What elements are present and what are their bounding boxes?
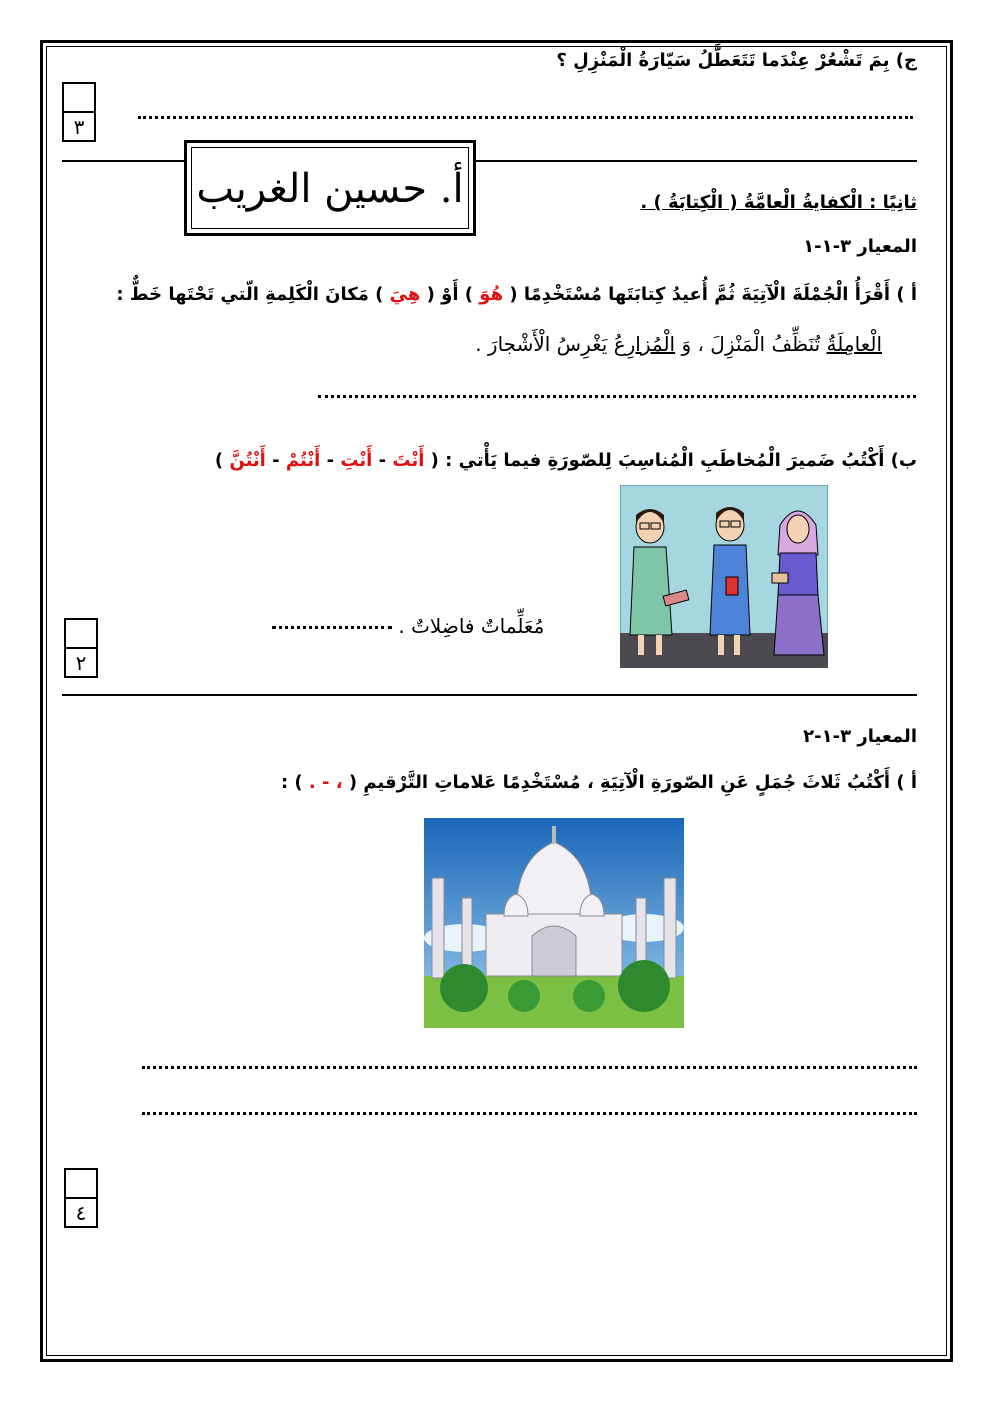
section-two-heading: ثانِيًا : الْكفايةُ الْعامَّةُ ( الْكِتابَةُ ) .	[640, 192, 917, 213]
qa-start: أ ) أَقْرَأُ الْجُمْلَةَ الْآتِيَةَ ثُمَّ أُعيدُ كِتابَتَها مُسْتَخْدِمًا (	[509, 284, 917, 305]
score-box-a2	[64, 1168, 98, 1228]
answer-line-2	[142, 1112, 917, 1115]
pronoun-3: أَنْتُمْ	[285, 450, 321, 471]
score-value: ٣	[73, 115, 85, 139]
teachers-illustration	[620, 485, 828, 668]
teacher-name: أ. حسين الغريب	[191, 147, 469, 229]
sentence-part-2: يَغْرِسُ الْأَشْجارَ .	[475, 332, 608, 356]
pronoun-4: أَنْتُنَّ	[229, 450, 266, 471]
sentence	[475, 332, 882, 356]
sep-2: -	[326, 450, 335, 471]
divider-2	[62, 694, 917, 696]
score-box-c	[62, 82, 96, 142]
underlined-word-1: الْعامِلَةُ	[826, 332, 882, 356]
question-b	[215, 450, 917, 471]
question-a	[116, 284, 917, 305]
taj-mahal-illustration	[424, 818, 684, 1028]
sep-1: -	[378, 450, 387, 471]
pronoun-huwa: هُوَ	[479, 284, 504, 305]
pronoun-2: أَنْتِ	[340, 450, 373, 471]
standard-2: المعيار ٣-١-٢	[803, 726, 917, 747]
qa2-start: أ ) أَكْتُبُ ثَلاثَ جُمَلٍ عَنِ الصّورَةِ الْآتِيَةِ ، مُسْتَخْدِمًا عَلاماتِ التَّرْقيمِ (	[348, 772, 917, 793]
pronoun-hiya: هِيَ	[389, 284, 421, 305]
qa-mid: ) أَوْ (	[426, 284, 473, 305]
teacher-figure-2	[710, 507, 750, 655]
qa-end: ) مَكانَ الْكَلِمةِ الّتي تَحْتَها خَطٌّ :	[116, 284, 384, 305]
sentence-part-1: تُنَظِّفُ الْمَنْزِلَ ، وَ	[681, 332, 821, 356]
underlined-word-2: الْمُزارِعُ	[613, 332, 676, 356]
question-a2	[281, 772, 917, 793]
answer-line-1	[142, 1066, 917, 1069]
score-box-b	[64, 618, 98, 678]
answer-tail: مُعَلِّماتٌ فاضِلاتٌ .	[398, 614, 545, 638]
teacher-name-box	[184, 140, 476, 236]
question-b-answer	[272, 614, 544, 638]
standard-1: المعيار ٣-١-١	[803, 236, 917, 257]
sep-3: -	[272, 450, 280, 471]
score-value: ٢	[75, 651, 87, 675]
teacher-figure-3	[772, 511, 824, 655]
answer-line-a	[318, 395, 916, 398]
punctuation-marks: ، - .	[308, 772, 343, 793]
pronoun-1: أَنْتَ	[392, 450, 425, 471]
answer-blank-b	[272, 626, 392, 629]
qb-start: ب) أَكْتُبُ ضَميرَ الْمُخاطَبِ الْمُناسِبَ لِلصّورَةِ فيما يَأْتي : (	[430, 450, 917, 471]
answer-line-c	[138, 116, 913, 119]
score-value: ٤	[75, 1201, 87, 1225]
qa2-end: ) :	[280, 772, 303, 793]
close-paren: )	[214, 450, 224, 471]
question-c: ج) بِمَ تَشْعُرْ عِنْدَما تَتَعَطَّلُ سَيّارَةُ الْمَنْزِلِ ؟	[556, 50, 917, 71]
